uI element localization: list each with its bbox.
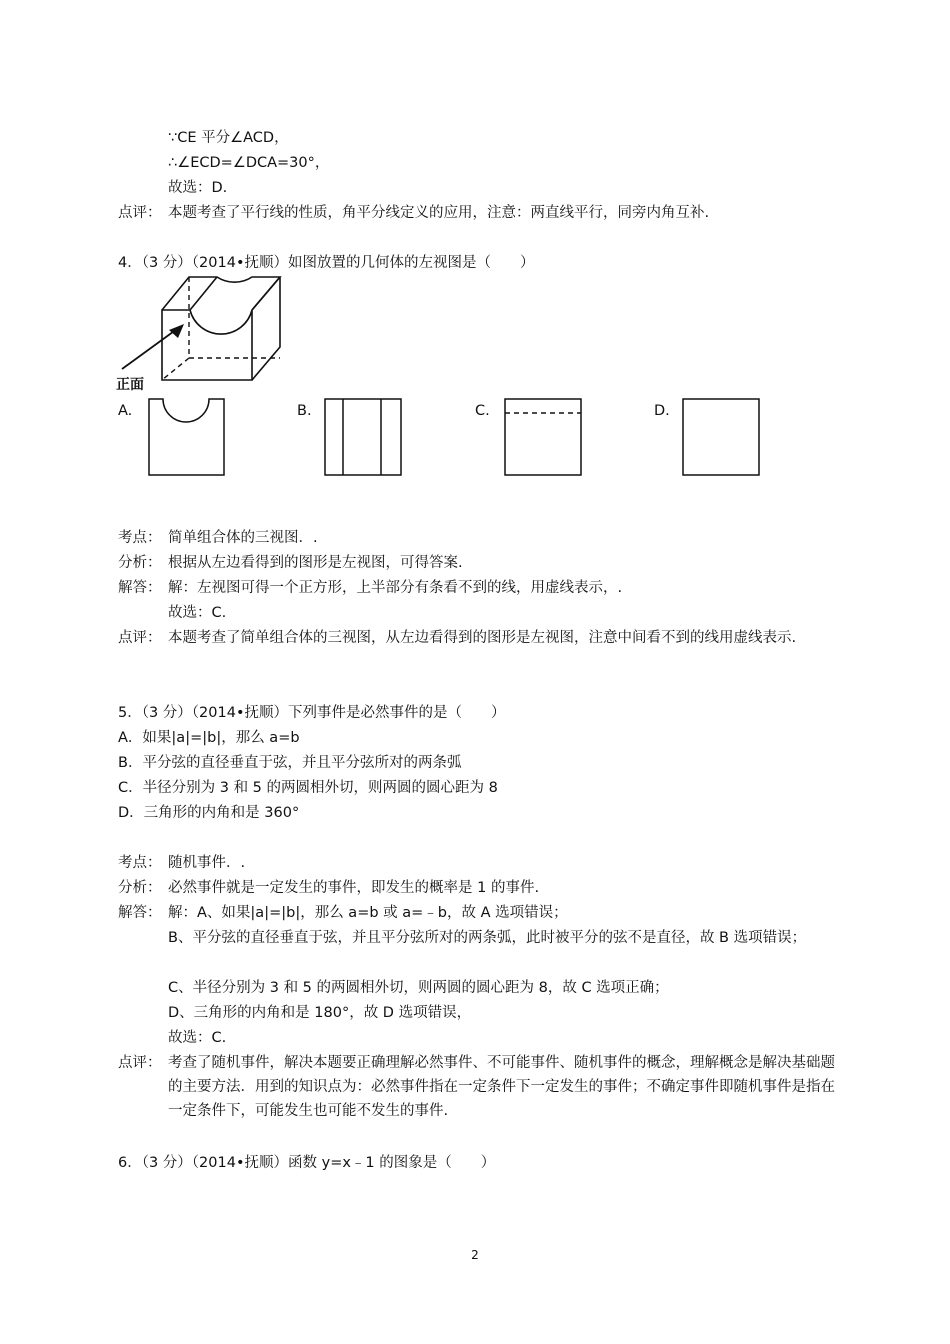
option-b-figure (323, 397, 403, 477)
option-a: A．如果|a|=|b|，那么 a=b (118, 730, 300, 746)
jieda-text: 解：A、如果|a|=|b|，那么 a=b 或 a=﹣b，故 A 选项错误； (168, 905, 568, 921)
solution-line: ∴∠ECD=∠DCA=30°， (168, 155, 330, 171)
solid-figure (112, 272, 292, 392)
question-stem: 4．（3 分）（2014•抚顺）如图放置的几何体的左视图是（ ） (118, 255, 535, 271)
dianping-text: 本题考查了简单组合体的三视图，从左边看得到的图形是左视图，注意中间看不到的线用虚线表示. (168, 630, 797, 646)
question-stem: 6．（3 分）（2014•抚顺）函数 y=x﹣1 的图象是（ ） (118, 1155, 496, 1171)
front-label: 正面 (116, 377, 144, 392)
option-d: D．三角形的内角和是 360° (118, 805, 300, 821)
jieda-label: 解答： (118, 905, 162, 921)
jieda-text: B、平分弦的直径垂直于弦，并且平分弦所对的两条弧，此时被平分的弦不是直径，故 B 选项错误； (168, 930, 807, 946)
fenxi-text: 必然事件就是一定发生的事件，即发生的概率是 1 的事件. (168, 880, 540, 896)
option-a-letter: A. (118, 403, 133, 419)
option-c: C．半径分别为 3 和 5 的两圆相外切，则两圆的圆心距为 8 (118, 780, 498, 796)
dianping-label: 点评： (118, 630, 162, 646)
option-c-figure (503, 397, 583, 477)
kaodian-label: 考点： (118, 855, 162, 871)
jieda-text: 故选：C. (168, 1030, 227, 1046)
dianping-label: 点评： (118, 1055, 162, 1071)
jieda-text: D、三角形的内角和是 180°，故 D 选项错误， (168, 1005, 472, 1021)
solution-line: 故选：D. (168, 180, 228, 196)
option-c-letter: C. (475, 403, 490, 419)
kaodian-label: 考点： (118, 530, 162, 546)
comment-label: 点评： (118, 205, 162, 221)
jieda-label: 解答： (118, 580, 162, 596)
dianping-text: 考查了随机事件，解决本题要正确理解必然事件、不可能事件、随机事件的概念，理解概念是解决基础题的主要方法．用到的知识点为：必然事件指在一定条件下一定发生的事件；不确定事件即随机事件是指在一定条件下，可能发生也可能不发生的事件. (168, 1055, 835, 1119)
option-d-figure (681, 397, 761, 477)
jieda-text: 故选：C. (168, 605, 227, 621)
option-d-letter: D. (654, 403, 670, 419)
jieda-text: 解：左视图可得一个正方形，上半部分有条看不到的线，用虚线表示，. (168, 580, 623, 596)
question-stem: 5．（3 分）（2014•抚顺）下列事件是必然事件的是（ ） (118, 705, 506, 721)
jieda-text: C、半径分别为 3 和 5 的两圆相外切，则两圆的圆心距为 8，故 C 选项正确； (168, 980, 669, 996)
page-number: 2 (471, 1248, 479, 1262)
fenxi-text: 根据从左边看得到的图形是左视图，可得答案. (168, 555, 463, 571)
fenxi-label: 分析： (118, 555, 162, 571)
comment-text: 本题考查了平行线的性质，角平分线定义的应用，注意：两直线平行，同旁内角互补. (168, 205, 710, 221)
option-b: B．平分弦的直径垂直于弦，并且平分弦所对的两条弧 (118, 755, 462, 771)
kaodian-text: 随机事件．. (168, 855, 246, 871)
solution-line: ∵CE 平分∠ACD， (168, 130, 289, 146)
option-b-letter: B. (297, 403, 312, 419)
fenxi-label: 分析： (118, 880, 162, 896)
option-a-figure (147, 397, 227, 477)
kaodian-text: 简单组合体的三视图．. (168, 530, 318, 546)
